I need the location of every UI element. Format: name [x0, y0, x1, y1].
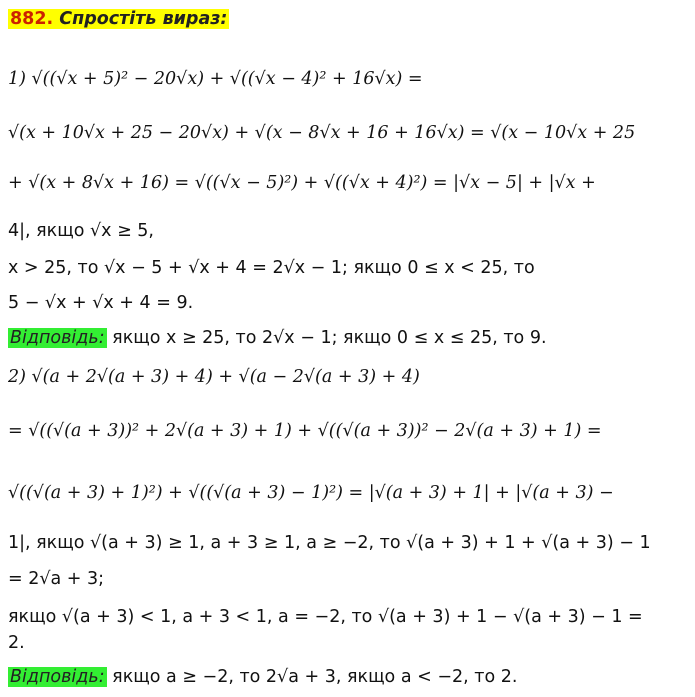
part2-line-4: 1|, якщо √(a + 3) ≥ 1, a + 3 ≥ 1, a ≥ −2, то √(a + 3) + 1 + √(a + 3) − 1 — [8, 533, 651, 553]
part1-line-4: 4|, якщо √x ≥ 5, — [8, 221, 154, 241]
answer-2-label: Відповідь: — [10, 667, 105, 687]
part2-line-2: = √((√(a + 3))² + 2√(a + 3) + 1) + √((√(a + 3))² − 2√(a + 3) + 1) = — [8, 421, 602, 441]
header-highlight — [8, 9, 229, 29]
problem-number: 882. — [10, 9, 54, 29]
part2-line-5: = 2√a + 3; — [8, 569, 105, 589]
answer-2 — [8, 664, 517, 690]
part2-line-7: 2. — [8, 633, 25, 653]
part1-line-2: √(x + 10√x + 25 − 20√x) + √(x − 8√x + 16 + 16√x) = √(x − 10√x + 25 — [8, 123, 636, 143]
part1-line-3: + √(x + 8√x + 16) = √((√x − 5)²) + √((√x + 4)²) = |√x − 5| + |√x + — [8, 173, 596, 193]
answer-1-label: Відповідь: — [10, 328, 105, 348]
problem-title: Спростіть вираз: — [59, 9, 228, 29]
answer-1-text: якщо x ≥ 25, то 2√x − 1; якщо 0 ≤ x ≤ 25, то 9. — [106, 328, 547, 348]
part1-line-5: x > 25, то √x − 5 + √x + 4 = 2√x − 1; якщо 0 ≤ x < 25, то — [8, 258, 535, 278]
part2-line-1: 2) √(a + 2√(a + 3) + 4) + √(a − 2√(a + 3) + 4) — [8, 367, 420, 387]
problem-header — [8, 6, 229, 32]
part1-line-6: 5 − √x + √x + 4 = 9. — [8, 293, 194, 313]
answer-2-text: якщо a ≥ −2, то 2√a + 3, якщо a < −2, то 2. — [106, 667, 518, 687]
part1-line-1: 1) √((√x + 5)² − 20√x) + √((√x − 4)² + 16√x) = — [8, 69, 423, 89]
part2-line-6: якщо √(a + 3) < 1, a + 3 < 1, a = −2, то √(a + 3) + 1 − √(a + 3) − 1 = — [8, 607, 643, 627]
part2-line-3: √((√(a + 3) + 1)²) + √((√(a + 3) − 1)²) = |√(a + 3) + 1| + |√(a + 3) − — [8, 483, 614, 503]
answer-1 — [8, 325, 547, 351]
